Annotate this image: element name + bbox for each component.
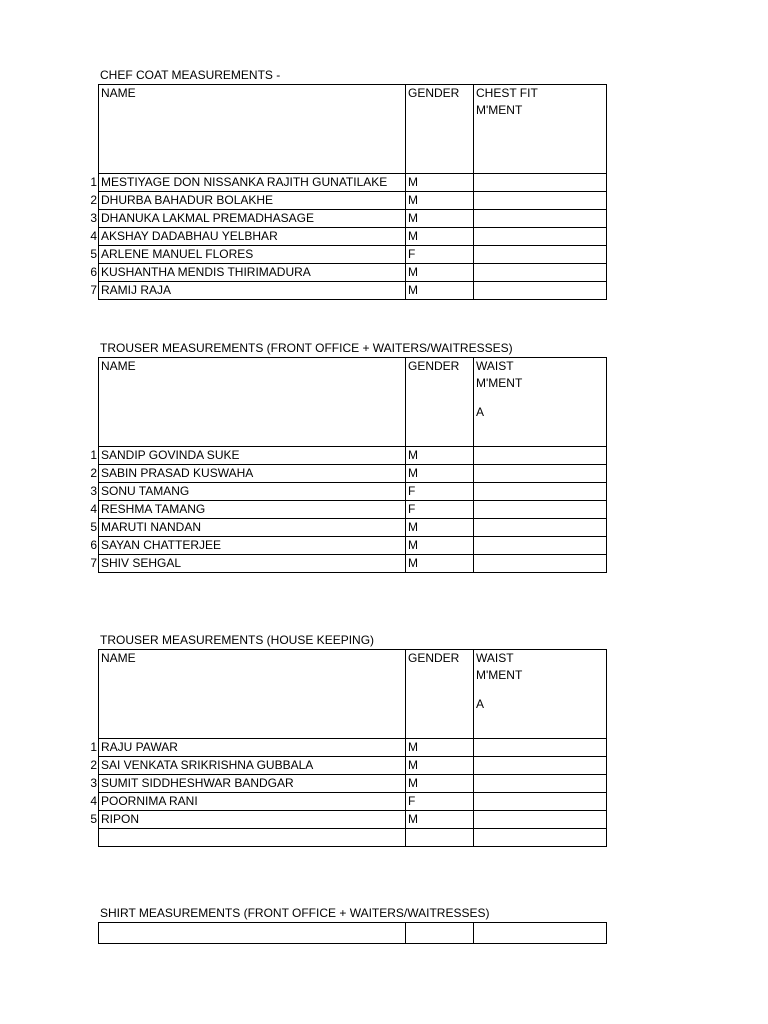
trouser-housekeeping-table xyxy=(90,649,607,847)
section-title-trouser-housekeeping: TROUSER MEASUREMENTS (HOUSE KEEPING) xyxy=(100,633,375,647)
header-measure xyxy=(474,358,607,447)
name-text: SUMIT SIDDHESHWAR BANDGAR xyxy=(101,776,294,790)
name-text: SHIV SEHGAL xyxy=(101,556,182,570)
header-gender-label: GENDER xyxy=(408,651,460,665)
name-cell[interactable] xyxy=(90,282,406,300)
table-row xyxy=(99,246,607,264)
measurement-cell[interactable] xyxy=(474,519,607,537)
name-text: MESTIYAGE DON NISSANKA RAJITH GUNATILAKE xyxy=(101,175,388,189)
measurement-cell[interactable] xyxy=(474,174,607,192)
table-row xyxy=(99,501,607,519)
header-measure-line1: CHEST FIT xyxy=(476,86,538,100)
header-name xyxy=(99,923,406,944)
row-number: 2 xyxy=(90,758,97,772)
measurement-cell[interactable] xyxy=(474,210,607,228)
chef-coat-table xyxy=(90,84,607,300)
table-row xyxy=(99,210,607,228)
gender-cell[interactable]: M xyxy=(406,465,474,483)
header-measure xyxy=(474,85,607,174)
section-title-shirt-front-office: SHIRT MEASUREMENTS (FRONT OFFICE + WAITERS/WAITRESSES) xyxy=(100,906,490,920)
name-cell[interactable] xyxy=(99,829,406,847)
gender-cell[interactable]: M xyxy=(406,739,474,757)
name-cell[interactable] xyxy=(90,447,406,465)
name-text: SANDIP GOVINDA SUKE xyxy=(101,448,240,462)
name-cell[interactable] xyxy=(90,264,406,282)
table-header-row xyxy=(99,650,607,739)
table-row xyxy=(99,811,607,829)
name-text: SABIN PRASAD KUSWAHA xyxy=(101,466,254,480)
row-number: 5 xyxy=(90,812,97,826)
table-row xyxy=(99,757,607,775)
header-measure-line1: WAIST xyxy=(476,359,514,373)
header-gender xyxy=(406,85,474,174)
gender-cell[interactable]: F xyxy=(406,501,474,519)
table-row xyxy=(99,739,607,757)
section-title-trouser-front-office: TROUSER MEASUREMENTS (FRONT OFFICE + WAITERS/WAITRESSES) xyxy=(100,341,513,355)
table-row xyxy=(99,282,607,300)
header-measure-extra: A xyxy=(476,697,485,711)
table-row xyxy=(99,537,607,555)
name-cell[interactable] xyxy=(90,246,406,264)
gender-cell[interactable]: M xyxy=(406,264,474,282)
row-number: 7 xyxy=(90,283,97,297)
name-cell[interactable] xyxy=(90,228,406,246)
name-cell[interactable] xyxy=(90,811,406,829)
header-name-label: NAME xyxy=(101,86,136,100)
header-gender-label: GENDER xyxy=(408,359,460,373)
measurement-cell[interactable] xyxy=(474,192,607,210)
gender-cell[interactable]: M xyxy=(406,555,474,573)
table-row xyxy=(99,555,607,573)
name-text: KUSHANTHA MENDIS THIRIMADURA xyxy=(101,265,311,279)
table-row xyxy=(99,483,607,501)
row-number: 3 xyxy=(90,484,97,498)
measurement-cell[interactable] xyxy=(474,829,607,847)
header-gender xyxy=(406,650,474,739)
row-number: 6 xyxy=(90,265,97,279)
row-number: 4 xyxy=(90,229,97,243)
name-cell[interactable] xyxy=(90,537,406,555)
gender-cell[interactable]: M xyxy=(406,174,474,192)
name-text: AKSHAY DADABHAU YELBHAR xyxy=(101,229,278,243)
name-cell[interactable] xyxy=(90,210,406,228)
row-number: 2 xyxy=(90,466,97,480)
name-cell[interactable] xyxy=(90,739,406,757)
table-row xyxy=(99,829,607,847)
table-row xyxy=(99,264,607,282)
table-header-row xyxy=(99,358,607,447)
header-measure-line1: WAIST xyxy=(476,651,514,665)
header-gender-label: GENDER xyxy=(408,86,460,100)
header-measure-line2: M'MENT xyxy=(476,376,523,390)
row-number: 3 xyxy=(90,776,97,790)
name-cell[interactable] xyxy=(90,174,406,192)
measurement-cell[interactable] xyxy=(474,264,607,282)
header-measure xyxy=(474,923,607,944)
name-text: RESHMA TAMANG xyxy=(101,502,206,516)
measurement-cell[interactable] xyxy=(474,246,607,264)
header-measure-line2: M'MENT xyxy=(476,668,523,682)
name-text: ARLENE MANUEL FLORES xyxy=(101,247,254,261)
table-row xyxy=(99,465,607,483)
header-gender xyxy=(406,358,474,447)
gender-cell[interactable]: M xyxy=(406,447,474,465)
row-number: 5 xyxy=(90,520,97,534)
name-text: RIPON xyxy=(101,812,140,826)
row-number: 3 xyxy=(90,211,97,225)
name-text: SAYAN CHATTERJEE xyxy=(101,538,222,552)
name-text: RAJU PAWAR xyxy=(101,740,178,754)
table-row xyxy=(99,519,607,537)
measurement-cell[interactable] xyxy=(474,555,607,573)
name-text: MARUTI NANDAN xyxy=(101,520,202,534)
name-cell[interactable] xyxy=(90,501,406,519)
gender-cell[interactable]: M xyxy=(406,519,474,537)
gender-cell[interactable]: F xyxy=(406,246,474,264)
name-cell[interactable] xyxy=(90,757,406,775)
header-name xyxy=(99,85,406,174)
trouser-front-office-table xyxy=(90,357,607,573)
gender-cell[interactable]: M xyxy=(406,757,474,775)
row-number: 2 xyxy=(90,193,97,207)
gender-cell[interactable]: M xyxy=(406,537,474,555)
measurement-cell[interactable] xyxy=(474,447,607,465)
gender-cell[interactable]: F xyxy=(406,483,474,501)
row-number: 1 xyxy=(90,175,97,189)
table-row xyxy=(99,793,607,811)
header-name-label: NAME xyxy=(101,359,136,373)
header-measure-extra: A xyxy=(476,405,485,419)
shirt-front-office-table xyxy=(98,922,607,944)
header-name-label: NAME xyxy=(101,651,136,665)
row-number: 4 xyxy=(90,502,97,516)
measurement-cell[interactable] xyxy=(474,793,607,811)
measurement-cell[interactable] xyxy=(474,228,607,246)
gender-cell[interactable]: M xyxy=(406,775,474,793)
header-gender xyxy=(406,923,474,944)
name-cell[interactable] xyxy=(90,793,406,811)
gender-cell[interactable]: M xyxy=(406,192,474,210)
name-text: DHANUKA LAKMAL PREMADHASAGE xyxy=(101,211,314,225)
table-row xyxy=(99,447,607,465)
section-title-chef-coat: CHEF COAT MEASUREMENTS - xyxy=(100,68,281,82)
row-number: 6 xyxy=(90,538,97,552)
name-text: SONU TAMANG xyxy=(101,484,190,498)
table-header-row xyxy=(99,923,607,944)
measurement-cell[interactable] xyxy=(474,483,607,501)
name-text: RAMIJ RAJA xyxy=(101,283,172,297)
header-measure xyxy=(474,650,607,739)
header-name xyxy=(99,358,406,447)
gender-cell[interactable]: M xyxy=(406,210,474,228)
measurement-cell[interactable] xyxy=(474,501,607,519)
table-row xyxy=(99,775,607,793)
row-number: 5 xyxy=(90,247,97,261)
measurement-cell[interactable] xyxy=(474,465,607,483)
gender-cell[interactable]: M xyxy=(406,282,474,300)
row-number: 1 xyxy=(90,740,97,754)
gender-cell[interactable]: M xyxy=(406,811,474,829)
table-row xyxy=(99,174,607,192)
name-cell[interactable] xyxy=(90,555,406,573)
measurement-cell[interactable] xyxy=(474,537,607,555)
gender-cell[interactable]: F xyxy=(406,793,474,811)
name-cell[interactable] xyxy=(90,465,406,483)
name-text: SAI VENKATA SRIKRISHNA GUBBALA xyxy=(101,758,314,772)
name-text: POORNIMA RANI xyxy=(101,794,198,808)
name-text: DHURBA BAHADUR BOLAKHE xyxy=(101,193,274,207)
measurement-cell[interactable] xyxy=(474,757,607,775)
table-header-row xyxy=(99,85,607,174)
measurement-cell[interactable] xyxy=(474,739,607,757)
name-cell[interactable] xyxy=(90,775,406,793)
row-number: 4 xyxy=(90,794,97,808)
header-measure-line2: M'MENT xyxy=(476,103,523,117)
measurement-cell[interactable] xyxy=(474,775,607,793)
table-row xyxy=(99,228,607,246)
name-cell[interactable] xyxy=(90,519,406,537)
gender-cell[interactable]: M xyxy=(406,228,474,246)
name-cell[interactable] xyxy=(90,192,406,210)
gender-cell[interactable] xyxy=(406,829,474,847)
measurement-cell[interactable] xyxy=(474,282,607,300)
header-name xyxy=(99,650,406,739)
row-number: 1 xyxy=(90,448,97,462)
row-number: 7 xyxy=(90,556,97,570)
measurement-cell[interactable] xyxy=(474,811,607,829)
name-cell[interactable] xyxy=(90,483,406,501)
table-row xyxy=(99,192,607,210)
